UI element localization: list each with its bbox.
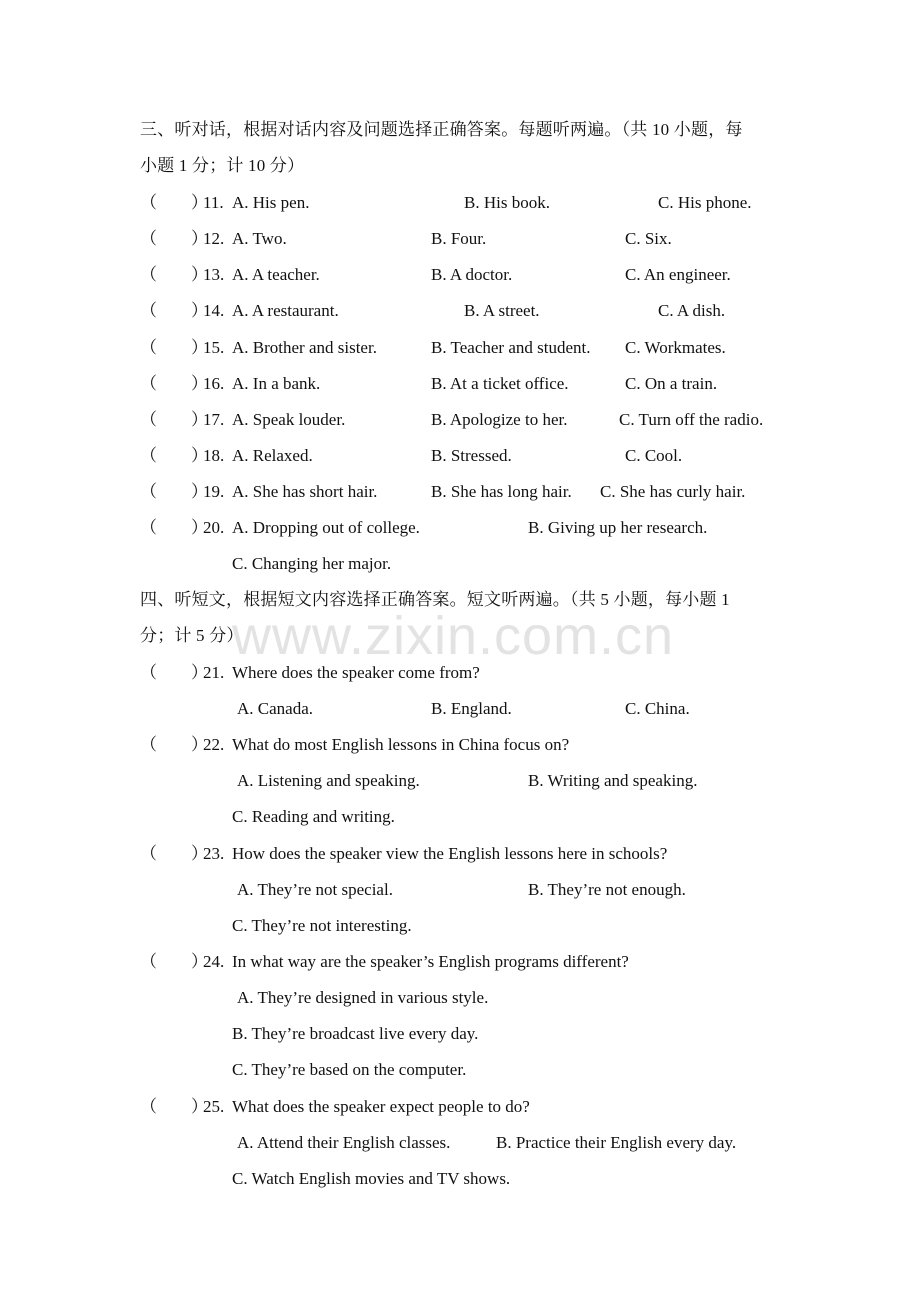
question-stem: How does the speaker view the English lessons here in schools? (232, 844, 668, 863)
question-stem: Where does the speaker come from? (232, 663, 480, 682)
option-b: B. Practice their English every day. (496, 1133, 737, 1152)
answer-blank[interactable]: （ ） (140, 952, 208, 971)
option-b: B. At a ticket office. (431, 374, 569, 393)
question-number: 13. (203, 265, 225, 284)
option-c: C. Six. (625, 229, 672, 248)
option-c: C. Changing her major. (232, 554, 392, 573)
option-c: C. Cool. (625, 446, 683, 465)
question-number: 24. (203, 952, 225, 971)
option-a: A. Dropping out of college. (232, 518, 420, 537)
option-c: C. A dish. (658, 301, 726, 320)
option-a: A. A teacher. (232, 265, 320, 284)
question-stem: What does the speaker expect people to do? (232, 1097, 530, 1116)
option-b: B. A doctor. (431, 265, 513, 284)
answer-blank[interactable]: （ ） (140, 374, 208, 393)
option-b: B. Four. (431, 229, 487, 248)
question-number: 19. (203, 482, 225, 501)
option-c: C. They’re based on the computer. (232, 1060, 467, 1079)
answer-blank[interactable]: （ ） (140, 446, 208, 465)
option-c: C. They’re not interesting. (232, 916, 412, 935)
option-c: C. An engineer. (625, 265, 731, 284)
option-b: B. They’re not enough. (528, 880, 686, 899)
option-c: C. Turn off the radio. (619, 410, 764, 429)
option-a: A. Relaxed. (232, 446, 313, 465)
question-number: 25. (203, 1097, 225, 1116)
option-b: B. His book. (464, 193, 550, 212)
question-number: 12. (203, 229, 225, 248)
option-a: A. Brother and sister. (232, 338, 377, 357)
option-b: B. Apologize to her. (431, 410, 568, 429)
watermark: www.zixin.com.cn (232, 606, 675, 666)
option-c: C. Reading and writing. (232, 807, 395, 826)
option-b: B. She has long hair. (431, 482, 572, 501)
answer-blank[interactable]: （ ） (140, 338, 208, 357)
answer-blank[interactable]: （ ） (140, 229, 208, 248)
option-a: A. They’re designed in various style. (237, 988, 489, 1007)
answer-blank[interactable]: （ ） (140, 265, 208, 284)
option-a: A. Listening and speaking. (237, 771, 420, 790)
option-a: A. Attend their English classes. (237, 1133, 451, 1152)
section-4-heading-line-2: 分；计 5 分） (140, 626, 244, 645)
option-a: A. She has short hair. (232, 482, 378, 501)
question-number: 22. (203, 735, 225, 754)
question-stem: What do most English lessons in China focus on? (232, 735, 570, 754)
option-a: A. In a bank. (232, 374, 321, 393)
question-number: 17. (203, 410, 225, 429)
option-b: B. A street. (464, 301, 540, 320)
answer-blank[interactable]: （ ） (140, 735, 208, 754)
answer-blank[interactable]: （ ） (140, 844, 208, 863)
option-c: C. Watch English movies and TV shows. (232, 1169, 511, 1188)
answer-blank[interactable]: （ ） (140, 193, 208, 212)
answer-blank[interactable]: （ ） (140, 301, 208, 320)
option-c: C. Workmates. (625, 338, 726, 357)
section-4-heading-line-1: 四、听短文，根据短文内容选择正确答案。短文听两遍。（共 5 小题，每小题 1 (140, 590, 730, 609)
answer-blank[interactable]: （ ） (140, 482, 208, 501)
option-c: C. She has curly hair. (600, 482, 746, 501)
option-b: B. Teacher and student. (431, 338, 591, 357)
option-a: A. A restaurant. (232, 301, 339, 320)
question-stem: In what way are the speaker’s English programs different? (232, 952, 629, 971)
question-number: 14. (203, 301, 225, 320)
option-c: C. On a train. (625, 374, 718, 393)
answer-blank[interactable]: （ ） (140, 518, 208, 537)
option-b: B. Writing and speaking. (528, 771, 698, 790)
option-b: B. Stressed. (431, 446, 512, 465)
option-b: B. Giving up her research. (528, 518, 708, 537)
option-b: B. They’re broadcast live every day. (232, 1024, 479, 1043)
question-number: 21. (203, 663, 225, 682)
option-a: A. Speak louder. (232, 410, 346, 429)
answer-blank[interactable]: （ ） (140, 663, 208, 682)
section-3-heading-line-2: 小题 1 分；计 10 分） (140, 156, 305, 175)
option-a: A. They’re not special. (237, 880, 393, 899)
option-c: C. His phone. (658, 193, 752, 212)
option-a: A. Canada. (237, 699, 314, 718)
question-number: 15. (203, 338, 225, 357)
answer-blank[interactable]: （ ） (140, 410, 208, 429)
question-number: 23. (203, 844, 225, 863)
section-3-heading-line-1: 三、听对话，根据对话内容及问题选择正确答案。每题听两遍。（共 10 小题，每 (140, 120, 743, 139)
option-b: B. England. (431, 699, 512, 718)
option-a: A. His pen. (232, 193, 310, 212)
answer-blank[interactable]: （ ） (140, 1097, 208, 1116)
option-a: A. Two. (232, 229, 287, 248)
option-c: C. China. (625, 699, 690, 718)
question-number: 20. (203, 518, 225, 537)
question-number: 16. (203, 374, 225, 393)
question-number: 11. (203, 193, 224, 212)
question-number: 18. (203, 446, 225, 465)
